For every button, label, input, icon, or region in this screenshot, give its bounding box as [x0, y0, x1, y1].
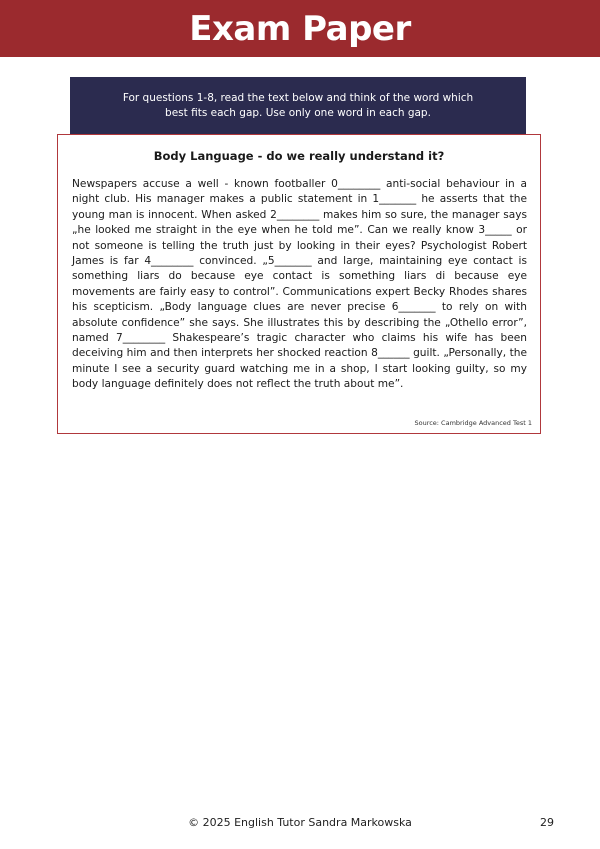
- page-title: Exam Paper: [189, 8, 411, 49]
- page-number: 29: [540, 816, 554, 829]
- passage-box: [57, 134, 541, 434]
- header-banner: [0, 0, 600, 57]
- passage-title: Body Language - do we really understand it?: [153, 149, 445, 163]
- instructions-text: For questions 1-8, read the text below and think of the word which best fits each gap. Use only one word in each gap.: [122, 91, 474, 119]
- passage-text: Newspapers accuse a well - known footballer 0________ anti-social behaviour in a night club. His manager makes a public statement in 1_______ he asserts that the young man is innocent. When asked 2________ makes him so sure, the manager says „he looked me straight in the eye when he told me”. Can we really know 3_____ or not someone is telling the truth just by looking in their eyes? Psychologist Robert James is far 4________ convinced. „5_______ and large, maintaining eye contact is something liars do because eye contact is something liars di because eye movements are fairly easy to control”. Communications expert Becky Rhodes shares his scepticism. „Body language clues are never precise 6_______ to rely on with absolute confidence” she says. She illustrates this by describing the „Othello error”, named 7________ Shakespeare’s tragic character who claims his wife has been deceiving him and then interprets her shocked reaction 8______ guilt. „Personally, the minute I see a security guard watching me in a shop, I start looking guilty, so my body language definitely does not reflect the truth about me”.: [72, 178, 527, 391]
- footer-copyright: © 2025 English Tutor Sandra Markowska: [188, 816, 412, 829]
- instructions-box: [70, 77, 526, 134]
- source-note: Source: Cambridge Advanced Test 1: [414, 419, 532, 427]
